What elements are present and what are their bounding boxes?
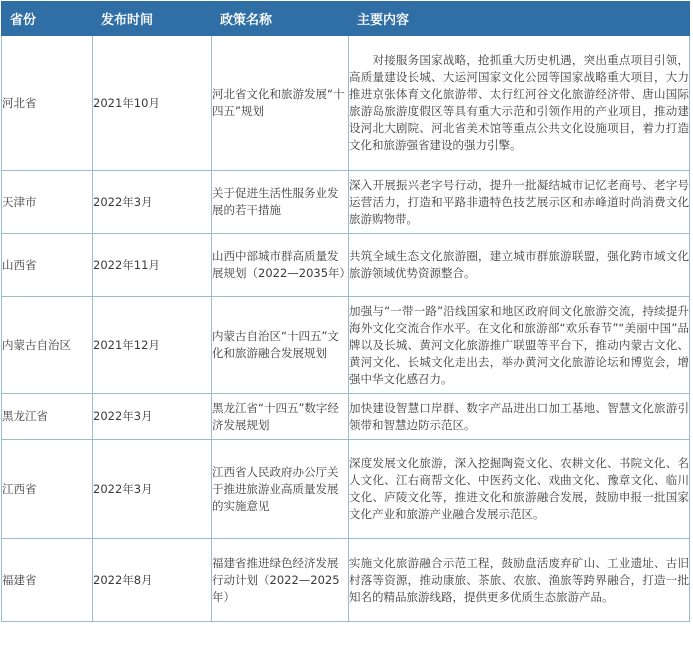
cell-province: 山西省 [2, 234, 93, 297]
table-row [2, 440, 690, 539]
cell-date: 2022年3月 [93, 394, 212, 440]
table-header [2, 2, 690, 36]
table-row [2, 234, 690, 297]
cell-policy-name: 江西省人民政府办公厅关于推进旅游业高质量发展的实施意见 [212, 440, 349, 539]
cell-province: 天津市 [2, 171, 93, 234]
cell-policy-name: 黑龙江省“十四五”数字经济发展规划 [212, 394, 349, 440]
header-row [2, 2, 690, 36]
cell-date: 2022年8月 [93, 539, 212, 622]
cell-date: 2021年12月 [93, 297, 212, 394]
cell-content: 共筑全域生态文化旅游圈，建立城市群旅游联盟，强化跨市域文化旅游领域优势资源整合。 [349, 234, 690, 297]
policy-table [1, 1, 690, 622]
table-row [2, 171, 690, 234]
table-body [2, 36, 690, 622]
cell-date: 2022年3月 [93, 440, 212, 539]
cell-content: 实施文化旅游融合示范工程，鼓励盘活废弃矿山、工业遗址、古旧村落等资源，推动康旅、茶旅、农旅、渔旅等跨界融合，打造一批知名的精品旅游线路，提供更多优质生态旅游产品。 [349, 539, 690, 622]
header-date: 发布时间 [93, 2, 212, 36]
cell-content: 对接服务国家战略，抢抓重大历史机遇，突出重点项目引领，高质量建设长城、大运河国家文化公园等国家战略重大项目，大力推进京张体育文化旅游带、太行红河谷文化旅游经济带、唐山国际旅游岛旅游度假区等具有重大示范和引领作用的产业项目，推动建设河北大剧院、河北省美术馆等重点公共文化设施项目，着力打造文化和旅游强省建设的强力引擎。 [349, 36, 690, 171]
cell-policy-name: 河北省文化和旅游发展“十四五”规划 [212, 36, 349, 171]
header-province: 省份 [2, 2, 93, 36]
cell-policy-name: 山西中部城市群高质量发展规划（2022—2035年） [212, 234, 349, 297]
header-main-content: 主要内容 [349, 2, 690, 36]
cell-content: 深度发展文化旅游，深入挖掘陶瓷文化、农耕文化、书院文化、名人文化、江右商帮文化、中医药文化、戏曲文化、豫章文化、临川文化、庐陵文化等，推进文化和旅游融合发展，鼓励申报一批国家文化产业和旅游产业融合发展示范区。 [349, 440, 690, 539]
cell-date: 2022年3月 [93, 171, 212, 234]
table-row [2, 297, 690, 394]
table-row [2, 36, 690, 171]
policy-table-container [1, 1, 691, 653]
cell-province: 福建省 [2, 539, 93, 622]
cell-province: 江西省 [2, 440, 93, 539]
cell-date: 2021年10月 [93, 36, 212, 171]
cell-policy-name: 福建省推进绿色经济发展行动计划（2022—2025年） [212, 539, 349, 622]
cell-policy-name: 关于促进生活性服务业发展的若干措施 [212, 171, 349, 234]
table-row [2, 394, 690, 440]
cell-province: 河北省 [2, 36, 93, 171]
cell-policy-name: 内蒙古自治区“十四五”文化和旅游融合发展规划 [212, 297, 349, 394]
table-row [2, 539, 690, 622]
cell-date: 2022年11月 [93, 234, 212, 297]
cell-content: 深入开展振兴老字号行动，提升一批凝结城市记忆老商号、老字号运营活力，打造和平路非遗特色技艺展示区和赤峰道时尚消费文化旅游购物带。 [349, 171, 690, 234]
header-policy-name: 政策名称 [212, 2, 349, 36]
cell-province: 内蒙古自治区 [2, 297, 93, 394]
cell-content: 加快建设智慧口岸群、数字产品进出口加工基地、智慧文化旅游引领带和智慧边防示范区。 [349, 394, 690, 440]
cell-content: 加强与“一带一路”沿线国家和地区政府间文化旅游交流，持续提升海外文化交流合作水平。在文化和旅游部“欢乐春节”“美丽中国”品牌以及长城、黄河文化旅游推广联盟等平台下，推动内蒙古文化、黄河文化、长城文化走出去，举办黄河文化旅游论坛和博览会，增强中华文化感召力。 [349, 297, 690, 394]
cell-province: 黑龙江省 [2, 394, 93, 440]
